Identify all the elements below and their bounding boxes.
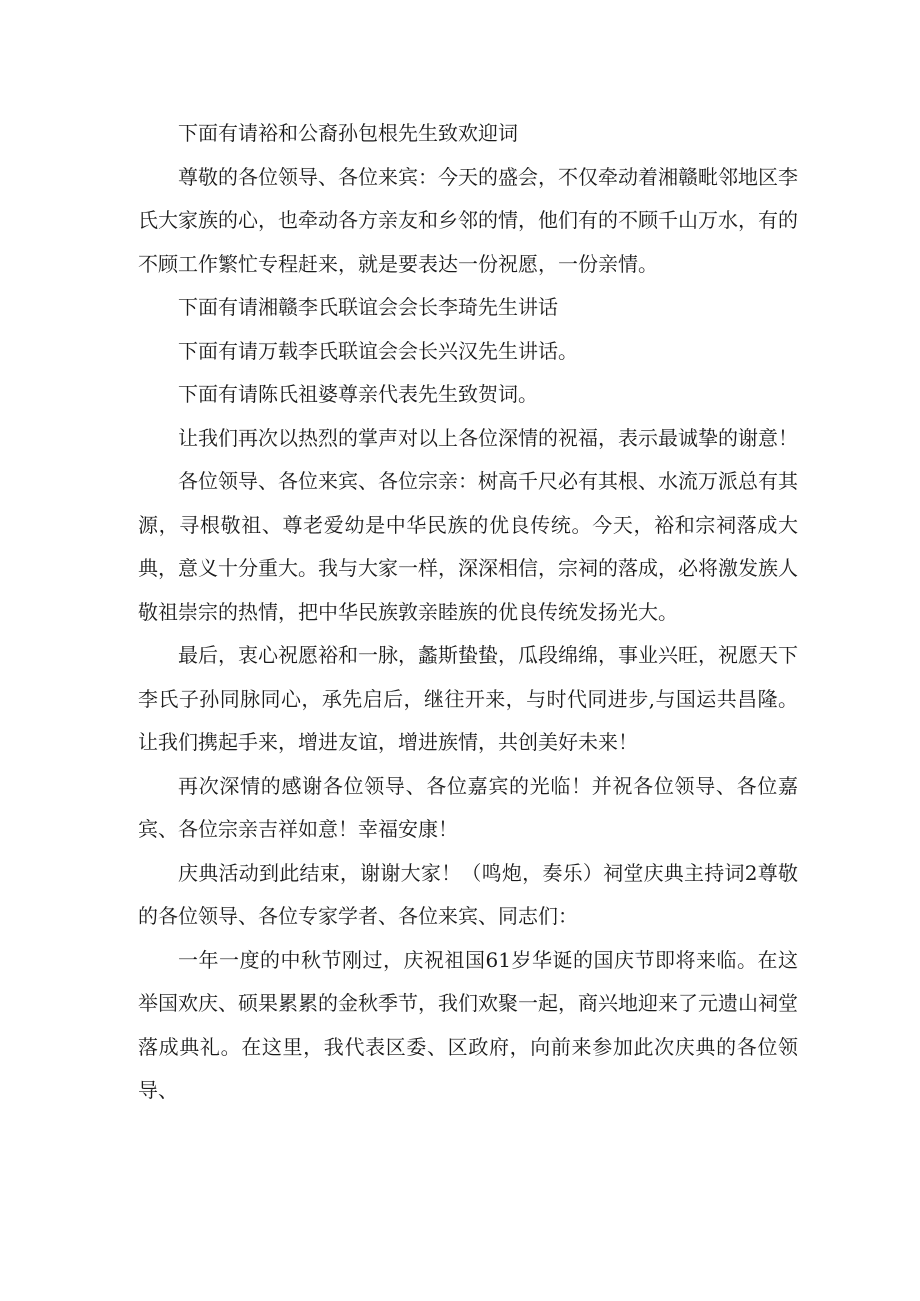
paragraph-wanzai-speaker: 下面有请万载李氏联谊会会长兴汉先生讲话。 xyxy=(178,338,578,363)
paragraph-xianggan-speaker: 下面有请湘赣李氏联谊会会长李琦先生讲话 xyxy=(178,295,558,319)
document-body xyxy=(138,112,798,1113)
paragraph-welcome-announcement: 下面有请裕和公裔孙包根先生致欢迎词 xyxy=(178,121,518,145)
paragraph-mid-autumn: 一年一度的中秋节刚过，庆祝祖国61岁华诞的国庆节即将来临。在这举国欢庆、硕果累累的金秋季节，我们欢聚一起，商兴地迎来了元遗山祠堂落成典礼。在这里，我代表区委、区政府，向前来参加此次庆典的各位领导、 xyxy=(138,947,798,1102)
paragraph-applause: 让我们再次以热烈的掌声对以上各位深情的祝福，表示最诚挚的谢意！ xyxy=(178,425,798,450)
paragraph-chen-congratulation: 下面有请陈氏祖婆尊亲代表先生致贺词。 xyxy=(178,382,538,406)
paragraph-closing-and-second-speech: 庆典活动到此结束，谢谢大家！（鸣炮，奏乐）祠堂庆典主持词2尊敬的各位领导、各位专家学者、各位来宾、同志们： xyxy=(138,860,798,928)
paragraph-welcome-speech: 尊敬的各位领导、各位来宾：今天的盛会，不仅牵动着湘赣毗邻地区李氏大家族的心，也牵动各方亲友和乡邻的情，他们有的不顾千山万水，有的不顾工作繁忙专程赶来，就是要表达一份祝愿，一份亲情。 xyxy=(138,164,798,276)
paragraph-final-wishes: 最后，衷心祝愿裕和一脉，蠡斯蛰蛰，瓜段绵绵，事业兴旺，祝愿天下李氏子孙同脉同心，承先启后，继往开来，与时代同进步,与国运共昌隆。让我们携起手来，增进友谊，增进族情，共创美好未来！ xyxy=(138,643,798,754)
paragraph-thanks: 再次深情的感谢各位领导、各位嘉宾的光临！并祝各位领导、各位嘉宾、各位宗亲吉祥如意！幸福安康！ xyxy=(138,773,798,841)
paragraph-ancestral-tradition: 各位领导、各位来宾、各位宗亲：树高千尺必有其根、水流万派总有其源，寻根敬祖、尊老爱幼是中华民族的优良传统。今天，裕和宗祠落成大典，意义十分重大。我与大家一样，深深相信，宗祠的落成，必将激发族人敬祖崇宗的热情，把中华民族敦亲睦族的优良传统发扬光大。 xyxy=(138,469,798,624)
